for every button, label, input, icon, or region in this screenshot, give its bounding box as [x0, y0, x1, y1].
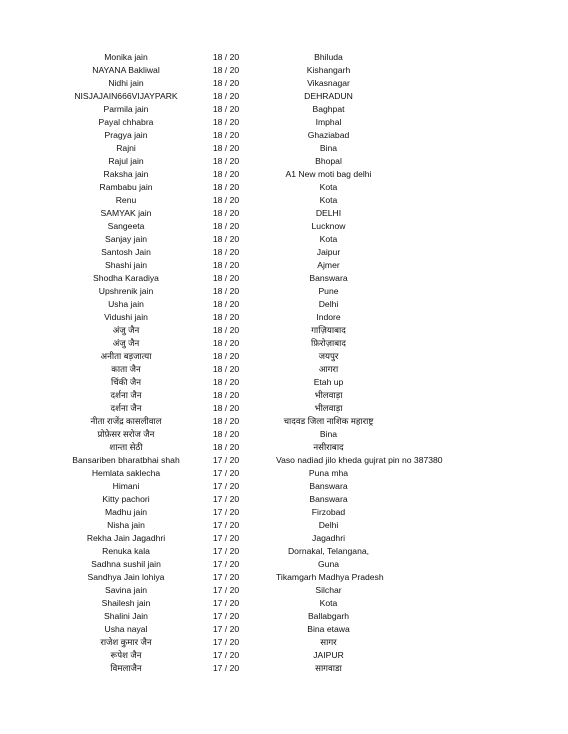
participant-name: Savina jain: [104, 585, 148, 595]
score-cell: 18 / 20: [212, 416, 240, 426]
city-cell: Kota: [319, 195, 338, 205]
table-row: [0, 311, 568, 324]
score-cell: 18 / 20: [212, 429, 240, 439]
table-row: [0, 610, 568, 623]
table-row: [0, 571, 568, 584]
score-cell: 17 / 20: [212, 520, 240, 530]
participant-name: Upshrenik jain: [98, 286, 154, 296]
city-cell: A1 New moti bag delhi: [285, 169, 372, 179]
score-cell: 17 / 20: [212, 559, 240, 569]
city-cell: भीलवाड़ा: [314, 403, 343, 413]
table-row: [0, 662, 568, 675]
city-cell: आगरा: [318, 364, 339, 374]
score-cell: 17 / 20: [212, 650, 240, 660]
score-cell: 18 / 20: [212, 442, 240, 452]
participant-name: Shashi jain: [104, 260, 148, 270]
table-row: [0, 623, 568, 636]
table-row: [0, 532, 568, 545]
score-cell: 18 / 20: [212, 286, 240, 296]
city-cell: Delhi: [318, 520, 339, 530]
score-cell: 17 / 20: [212, 468, 240, 478]
participant-name: Sangeeta: [107, 221, 145, 231]
participant-name: Rajul jain: [108, 156, 144, 166]
score-cell: 17 / 20: [212, 572, 240, 582]
table-row: [0, 428, 568, 441]
score-cell: 18 / 20: [212, 403, 240, 413]
table-row: [0, 545, 568, 558]
city-cell: जयपुर: [318, 351, 339, 361]
score-cell: 18 / 20: [212, 156, 240, 166]
city-cell: फ़िरोज़ाबाद: [311, 338, 346, 348]
participant-name: Usha nayal: [104, 624, 148, 634]
participant-name: Kitty pachori: [102, 494, 150, 504]
participant-name: Rajni: [116, 143, 136, 153]
participant-name: Santosh Jain: [101, 247, 151, 257]
participant-name: Parmila jain: [103, 104, 149, 114]
score-cell: 17 / 20: [212, 546, 240, 556]
score-cell: 18 / 20: [212, 273, 240, 283]
participant-name: Rekha Jain Jagadhri: [86, 533, 166, 543]
city-cell: Silchar: [315, 585, 342, 595]
participant-name: Shodha Karadiya: [93, 273, 159, 283]
participant-name: Renuka kala: [102, 546, 150, 556]
city-cell: Etah up: [313, 377, 344, 387]
city-cell: Kota: [319, 598, 338, 608]
city-cell: Firzobad: [311, 507, 346, 517]
table-row: [0, 636, 568, 649]
participant-name: SAMYAK jain: [100, 208, 152, 218]
table-row: [0, 376, 568, 389]
score-cell: 18 / 20: [212, 221, 240, 231]
score-cell: 18 / 20: [212, 130, 240, 140]
city-cell: Banswara: [309, 494, 348, 504]
participant-name: नीता राजेंद्र कासलीवाल: [90, 416, 162, 426]
participant-name: Sandhya Jain lohiya: [87, 572, 165, 582]
score-cell: 18 / 20: [212, 260, 240, 270]
participant-name: चिंकी जैन: [110, 377, 142, 387]
city-cell: चादवड जिला नाशिक महाराष्ट्र: [283, 416, 374, 426]
city-cell: Lucknow: [311, 221, 346, 231]
score-cell: 18 / 20: [212, 169, 240, 179]
table-row: [0, 493, 568, 506]
participant-name: Nisha jain: [107, 520, 145, 530]
participant-name: Himani: [112, 481, 140, 491]
score-cell: 17 / 20: [212, 507, 240, 517]
city-cell: JAIPUR: [313, 650, 344, 660]
city-cell: Bhopal: [315, 156, 342, 166]
city-cell: Jagadhri: [312, 533, 345, 543]
table-row: [0, 116, 568, 129]
city-cell: Banswara: [309, 273, 348, 283]
city-cell: DELHI: [315, 208, 342, 218]
score-cell: 17 / 20: [212, 455, 240, 465]
city-cell: Imphal: [315, 117, 342, 127]
score-cell: 18 / 20: [212, 247, 240, 257]
participant-name: काता जैन: [111, 364, 141, 374]
participant-name: अंजु जैन: [112, 325, 140, 335]
table-row: [0, 350, 568, 363]
participant-name: Hemlata saklecha: [91, 468, 161, 478]
city-cell: Bhiluda: [314, 52, 343, 62]
city-cell: नसीराबाद: [313, 442, 344, 452]
participant-name: Renu: [115, 195, 137, 205]
score-cell: 18 / 20: [212, 91, 240, 101]
participant-name: रूपेश जैन: [110, 650, 142, 660]
city-cell: Pune: [318, 286, 339, 296]
participant-name: दर्शना जैन: [110, 403, 142, 413]
table-row: [0, 467, 568, 480]
city-cell: Bina: [319, 429, 338, 439]
table-row: [0, 402, 568, 415]
table-row: [0, 649, 568, 662]
city-cell: सागर: [320, 637, 337, 647]
participant-name: Vidushi jain: [104, 312, 148, 322]
participant-name: Shailesh jain: [101, 598, 151, 608]
table-row: [0, 168, 568, 181]
table-row: [0, 454, 568, 467]
table-row: [0, 129, 568, 142]
table-row: [0, 558, 568, 571]
table-row: [0, 181, 568, 194]
score-cell: 17 / 20: [212, 663, 240, 673]
participant-name: Monika jain: [104, 52, 148, 62]
city-cell: Puna mha: [308, 468, 349, 478]
table-row: [0, 363, 568, 376]
table-row: [0, 233, 568, 246]
city-cell: Tikamgarh Madhya Pradesh: [276, 572, 384, 582]
city-cell: Ballabgarh: [307, 611, 350, 621]
table-row: [0, 259, 568, 272]
score-cell: 18 / 20: [212, 78, 240, 88]
score-cell: 18 / 20: [212, 390, 240, 400]
participant-name: Usha jain: [108, 299, 144, 309]
score-cell: 18 / 20: [212, 52, 240, 62]
city-cell: Kishangarh: [306, 65, 351, 75]
score-cell: 18 / 20: [212, 299, 240, 309]
participant-name: विमलाजैन: [110, 663, 142, 673]
table-row: [0, 51, 568, 64]
score-cell: 17 / 20: [212, 598, 240, 608]
participant-name: Bansariben bharatbhai shah: [72, 455, 180, 465]
participant-name: प्रोफ़ेसर सरोज जैन: [97, 429, 155, 439]
city-cell: Jaipur: [316, 247, 341, 257]
city-cell: Ajmer: [317, 260, 340, 270]
score-cell: 18 / 20: [212, 351, 240, 361]
city-cell: Vikasnagar: [307, 78, 350, 88]
city-cell: Bina etawa: [307, 624, 350, 634]
participant-name: शान्ता सेठी: [109, 442, 143, 452]
table-row: [0, 389, 568, 402]
score-cell: 18 / 20: [212, 104, 240, 114]
city-cell: Vaso nadiad jilo kheda gujrat pin no 387380: [276, 455, 443, 465]
table-row: [0, 90, 568, 103]
table-row: [0, 519, 568, 532]
city-cell: Ghaziabad: [307, 130, 350, 140]
city-cell: Delhi: [318, 299, 339, 309]
table-row: [0, 441, 568, 454]
score-cell: 17 / 20: [212, 585, 240, 595]
score-cell: 18 / 20: [212, 364, 240, 374]
participant-name: Rambabu jain: [99, 182, 153, 192]
participant-name: राजेश कुमार जैन: [100, 637, 152, 647]
score-cell: 18 / 20: [212, 338, 240, 348]
city-cell: गाज़ियाबाद: [311, 325, 346, 335]
participant-name: अंजु जैन: [112, 338, 140, 348]
city-cell: Guna: [317, 559, 340, 569]
city-cell: Indore: [316, 312, 341, 322]
table-row: [0, 246, 568, 259]
table-row: [0, 103, 568, 116]
table-row: [0, 506, 568, 519]
city-cell: Kota: [319, 234, 338, 244]
score-cell: 18 / 20: [212, 208, 240, 218]
city-cell: DEHRADUN: [304, 91, 353, 101]
participant-name: Nidhi jain: [108, 78, 144, 88]
score-cell: 17 / 20: [212, 624, 240, 634]
score-cell: 18 / 20: [212, 182, 240, 192]
participant-name: दर्शना जैन: [110, 390, 142, 400]
table-row: [0, 155, 568, 168]
city-cell: Bina: [319, 143, 338, 153]
participant-name: अनीता बड़जात्या: [100, 351, 152, 361]
score-cell: 17 / 20: [212, 637, 240, 647]
city-cell: Dornakal, Telangana,: [287, 546, 370, 556]
participant-name: NISJAJAIN666VIJAYPARK: [74, 91, 178, 101]
table-row: [0, 298, 568, 311]
city-cell: Baghpat: [312, 104, 345, 114]
table-row: [0, 142, 568, 155]
participant-name: Sanjay jain: [104, 234, 148, 244]
score-cell: 17 / 20: [212, 611, 240, 621]
score-cell: 18 / 20: [212, 377, 240, 387]
table-row: [0, 324, 568, 337]
table-row: [0, 64, 568, 77]
score-cell: 17 / 20: [212, 533, 240, 543]
participant-name: NAYANA Bakliwal: [92, 65, 160, 75]
table-row: [0, 415, 568, 428]
table-row: [0, 285, 568, 298]
participant-name: Madhu jain: [104, 507, 148, 517]
city-cell: Kota: [319, 182, 338, 192]
city-cell: भीलवाड़ा: [314, 390, 343, 400]
participant-name: Pragya jain: [104, 130, 148, 140]
table-row: [0, 194, 568, 207]
participant-name: Payal chhabra: [98, 117, 154, 127]
score-cell: 17 / 20: [212, 494, 240, 504]
table-row: [0, 337, 568, 350]
participant-name: Raksha jain: [103, 169, 149, 179]
score-cell: 17 / 20: [212, 481, 240, 491]
score-cell: 18 / 20: [212, 65, 240, 75]
results-table: [0, 51, 568, 675]
score-cell: 18 / 20: [212, 117, 240, 127]
table-row: [0, 77, 568, 90]
score-cell: 18 / 20: [212, 325, 240, 335]
table-row: [0, 207, 568, 220]
table-row: [0, 584, 568, 597]
table-row: [0, 272, 568, 285]
table-row: [0, 480, 568, 493]
participant-name: Shalini Jain: [104, 611, 148, 621]
table-row: [0, 220, 568, 233]
table-row: [0, 597, 568, 610]
score-cell: 18 / 20: [212, 312, 240, 322]
score-cell: 18 / 20: [212, 234, 240, 244]
score-cell: 18 / 20: [212, 195, 240, 205]
city-cell: Banswara: [309, 481, 348, 491]
score-cell: 18 / 20: [212, 143, 240, 153]
city-cell: सागवाडा: [315, 663, 342, 673]
participant-name: Sadhna sushil jain: [91, 559, 161, 569]
